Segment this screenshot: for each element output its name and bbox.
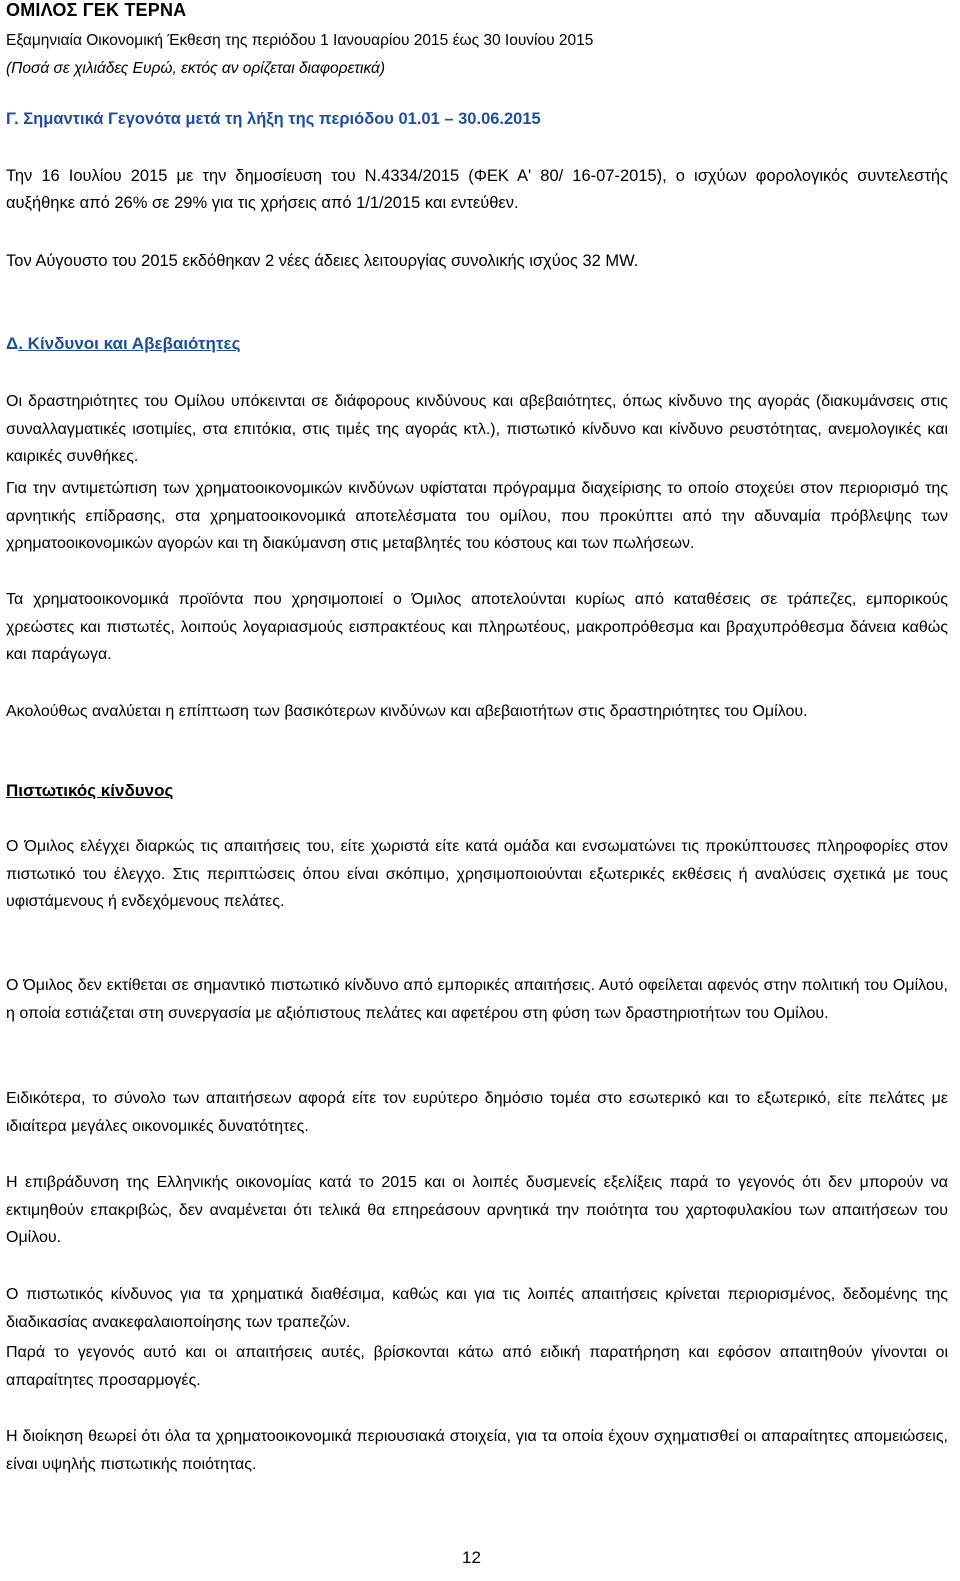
credit-risk-heading: Πιστωτικός κίνδυνος [6, 781, 174, 800]
section-g-heading: Γ. Σημαντικά Γεγονότα μετά τη λήξη της περιόδου 01.01 – 30.06.2015 [6, 110, 541, 128]
credit-risk-paragraph-1: Ο Όμιλος ελέγχει διαρκώς τις απαιτήσεις του, είτε χωριστά είτε κατά ομάδα και ενσωματώνει τις προκύπτουσες πληροφορίες στον πιστωτικό του έλεγχο. Στις περιπτώσεις όπου είναι σκόπιμο, χρησιμοποιούνται εξωτερικές εκθέσεις ή αναλύσεις σχετικά με τους υφιστάμενους ή ενδεχόμενους πελάτες. [6, 838, 948, 910]
credit-risk-paragraph-2: Ο Όμιλος δεν εκτίθεται σε σημαντικό πιστωτικό κίνδυνο από εμπορικές απαιτήσεις. Αυτό οφείλεται αφενός στην πολιτική του Ομίλου, η οποία εστιάζεται στη συνεργασία με αξιόπιστους πελάτες και αφετέρου στη φύση των δραστηριοτήτων του Ομίλου. [6, 977, 948, 1022]
credit-risk-paragraph-5: Ο πιστωτικός κίνδυνος για τα χρηματικά διαθέσιμα, καθώς και για τις λοιπές απαιτήσεις κρίνεται περιορισμένος, δεδομένης της διαδικασίας ανακεφαλαιοποίησης των τραπεζών. [6, 1286, 948, 1331]
page-number: 12 [462, 1548, 481, 1567]
section-d-title: . Κίνδυνοι και Αβεβαιότητες [18, 334, 241, 353]
credit-risk-paragraph-4: Η επιβράδυνση της Ελληνικής οικονομίας κατά το 2015 και οι λοιπές δυσμενείς εξελίξεις παρά το γεγονός ότι δεν μπορούν να εκτιμηθούν επακριβώς, δεν αναμένεται ότι τελικά θα επηρεάσουν αρνητικά την ποιότητα του χαρτοφυλακίου των απαιτήσεων του Ομίλου. [6, 1174, 948, 1246]
section-g-paragraph-1: Την 16 Ιουλίου 2015 με την δημοσίευση του Ν.4334/2015 (ΦΕΚ Α' 80/ 16-07-2015), ο ισχύων φορολογικός συντελεστής αυξήθηκε από 26% σε 29% για τις χρήσεις από 1/1/2015 και εντεύθεν. [6, 167, 948, 212]
credit-risk-paragraph-3: Ειδικότερα, το σύνολο των απαιτήσεων αφορά είτε τον ευρύτερο δημόσιο τομέα στο εσωτερικό και το εξωτερικό, είτε πελάτες με ιδιαίτερα μεγάλες οικονομικές δυνατότητες. [6, 1090, 948, 1135]
section-d-paragraph-2: Για την αντιμετώπιση των χρηματοοικονομικών κινδύνων υφίσταται πρόγραμμα διαχείρισης το οποίο στοχεύει στον περιορισμό της αρνητικής επίδρασης, στα χρηματοοικονομικά αποτελέσματα του ομίλου, που προκύπτει από την αδυναμία πρόβλεψης των χρηματοοικονομικών αγορών και τη διακύμανση στις μεταβλητές του κόστους και των πωλήσεων. [6, 480, 948, 552]
section-d-paragraph-4: Ακολούθως αναλύεται η επίπτωση των βασικότερων κινδύνων και αβεβαιοτήτων στις δραστηριότητες του Ομίλου. [6, 703, 808, 720]
section-d-prefix: Δ [6, 334, 19, 353]
section-d-heading [6, 334, 240, 354]
company-name: ΟΜΙΛΟΣ ΓΕΚ ΤΕΡΝΑ [6, 0, 187, 20]
section-g-paragraph-2: Τον Αύγουστο του 2015 εκδόθηκαν 2 νέες άδειες λειτουργίας συνολικής ισχύος 32 MW. [6, 252, 639, 270]
credit-risk-paragraph-6: Παρά το γεγονός αυτό και οι απαιτήσεις αυτές, βρίσκονται κάτω από ειδική παρατήρηση και εφόσον απαιτηθούν γίνονται οι απαραίτητες προσαρμογές. [6, 1344, 948, 1389]
section-d-paragraph-3: Τα χρηματοοικονομικά προϊόντα που χρησιμοποιεί ο Όμιλος αποτελούνται κυρίως από καταθέσεις σε τράπεζες, εμπορικούς χρεώστες και πιστωτές, λοιπούς λογαριασμούς εισπρακτέους και πληρωτέους, μακροπρόθεσμα και βραχυπρόθεσμα δάνεια καθώς και παράγωγα. [6, 591, 948, 663]
amounts-note: (Ποσά σε χιλιάδες Ευρώ, εκτός αν ορίζεται διαφορετικά) [6, 60, 386, 77]
credit-risk-paragraph-7: Η διοίκηση θεωρεί ότι όλα τα χρηματοοικονομικά περιουσιακά στοιχεία, για τα οποία έχουν σχηματισθεί οι απαραίτητες απομειώσεις, είναι υψηλής πιστωτικής ποιότητας. [6, 1428, 948, 1473]
section-d-paragraph-1: Οι δραστηριότητες του Ομίλου υπόκεινται σε διάφορους κινδύνους και αβεβαιότητες, όπως κίνδυνο της αγοράς (διακυμάνσεις στις συναλλαγματικές ισοτιμίες, στα επιτόκια, στις τιμές της αγοράς κτλ.), πιστωτικό κίνδυνο και κίνδυνο ρευστότητας, ανεμολογικές και καιρικές συνθήκες. [6, 393, 948, 465]
report-title: Εξαμηνιαία Οικονομική Έκθεση της περιόδου 1 Ιανουαρίου 2015 έως 30 Ιουνίου 2015 [6, 32, 594, 49]
